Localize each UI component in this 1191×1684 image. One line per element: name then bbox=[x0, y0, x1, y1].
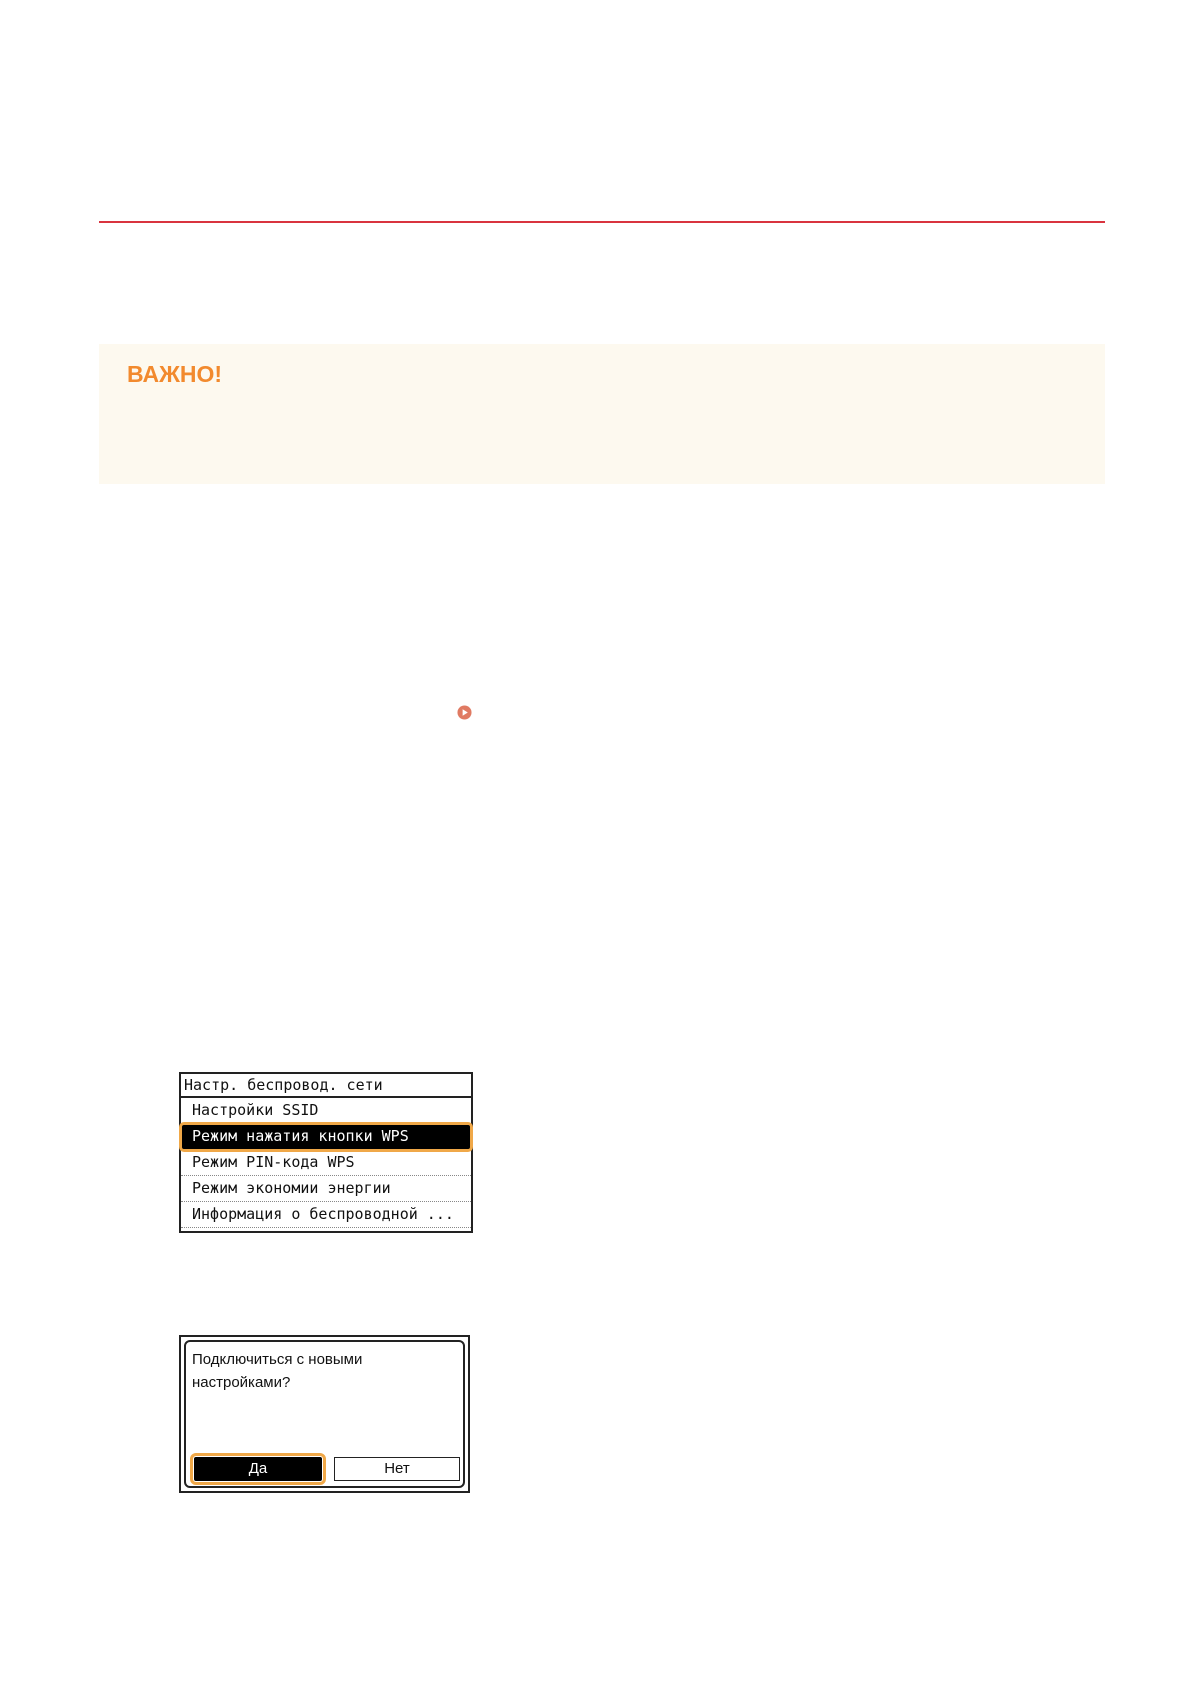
menu-item-ssid-settings[interactable]: Настройки SSID bbox=[181, 1098, 471, 1124]
dialog-message-line1: Подключиться с новыми bbox=[192, 1351, 363, 1368]
screen-header: Настр. беспровод. сети bbox=[181, 1074, 471, 1098]
no-button[interactable]: Нет bbox=[334, 1457, 460, 1481]
yes-button[interactable]: Да bbox=[194, 1457, 322, 1481]
important-title: ВАЖНО! bbox=[127, 361, 223, 387]
dialog-message bbox=[192, 1348, 452, 1394]
dialog-message-line2: настройками? bbox=[192, 1374, 291, 1391]
wireless-settings-screen bbox=[179, 1072, 473, 1233]
menu-item-wps-pin[interactable]: Режим PIN-кода WPS bbox=[181, 1150, 471, 1176]
menu-list bbox=[181, 1098, 471, 1228]
connect-confirm-screen bbox=[179, 1335, 470, 1493]
menu-item-wireless-info[interactable]: Информация о беспроводной ... bbox=[181, 1202, 471, 1228]
important-note-box bbox=[99, 344, 1105, 484]
dialog-frame bbox=[184, 1340, 465, 1488]
menu-item-power-save[interactable]: Режим экономии энергии bbox=[181, 1176, 471, 1202]
play-circle-icon[interactable] bbox=[457, 705, 472, 720]
menu-item-wps-push-button[interactable]: Режим нажатия кнопки WPS bbox=[181, 1124, 471, 1150]
section-divider bbox=[99, 221, 1105, 223]
